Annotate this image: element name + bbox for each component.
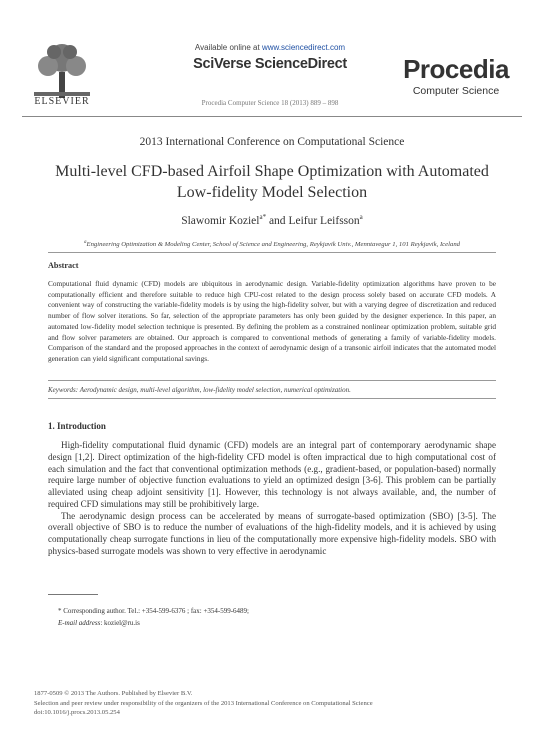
paper-title: Multi-level CFD-based Airfoil Shape Optimization with Automated Low-fidelity Model Selection (55, 163, 489, 201)
elsevier-tree-logo (30, 42, 94, 100)
author-2-sup: a (359, 213, 363, 221)
keywords-top-rule (48, 380, 496, 381)
abstract-heading: Abstract (48, 261, 79, 270)
footer-doi: doi:10.1016/j.procs.2013.05.254 (34, 709, 120, 716)
footer-copyright: 1877-0509 © 2013 The Authors. Published by Elsevier B.V. (34, 690, 193, 697)
affiliation-sup: a (83, 240, 87, 245)
author-separator: and (266, 214, 289, 227)
author-1-sup: a* (259, 213, 267, 221)
email-label: E-mail address (58, 619, 101, 627)
paragraph-2: The aerodynamic design process can be accelerated by means of surrogate-based optimization (SBO) [3-5]. The overall objective of SBO is to reduce the number of evaluations of the high-fidelity models, and it is achieved by using computationally cheap surrogate functions in lieu of the computationally more expensive high-fidelity models. SBO with physics-based surrogate models was shown to very effective in aerodynamic (48, 510, 496, 556)
footnote-email (58, 619, 140, 627)
availability-line (150, 43, 390, 52)
elsevier-wordmark: ELSEVIER (34, 96, 90, 107)
abstract-top-rule (48, 252, 496, 253)
affiliation-text: Engineering Optimization & Modeling Center, School of Science and Engineering, Reykjavik Univ., Menntavegur 1, 101 Reykjavik, Iceland (86, 241, 461, 249)
available-prefix: Available online at (194, 43, 262, 52)
journal-reference: Procedia Computer Science 18 (2013) 889 – 898 (201, 99, 339, 107)
header-rule (22, 116, 522, 117)
email-value: : koziel@ru.is (100, 619, 140, 627)
introduction-body (48, 440, 496, 558)
keywords-bottom-rule (48, 398, 496, 399)
footnote-rule (48, 594, 98, 595)
page-footer (34, 689, 514, 718)
sciencedirect-link[interactable]: www.sciencedirect.com (261, 43, 346, 52)
conference-name: 2013 International Conference on Computational Science (139, 136, 405, 148)
author-line (22, 213, 522, 227)
procedia-subtitle: Computer Science (412, 85, 500, 97)
affiliation (22, 240, 522, 248)
footnote-corresponding: * Corresponding author. Tel.: +354-599-6376 ; fax: +354-599-6489; (58, 607, 250, 615)
section-heading: 1. Introduction (48, 421, 106, 431)
abstract-text: Computational fluid dynamic (CFD) models are ubiquitous in aerodynamic design. Variable-fidelity optimization algorithms have proven to be computationally efficient and therefore suitable to reduce high CPU-cost related to the design process solely based on accurate CFD models. A convenient way of constructing the variable-fidelity models is by using the high-fidelity solver, but with a varying degree of discretization and reduced number of flow solver iterations. So far, selection of the appropriate parameters has only been guided by the designer experience. In this paper, an automated low-fidelity model selection technique is presented. By defining the problem as a constrained nonlinear optimization problem, suitable grid and flow solver parameters are obtained. Our approach is compared to conventional methods of generating a family of variable-fidelity models. Comparison of the standard and the proposed approaches in the context of aerodynamic design of a transonic airfoil indicates that the automated model generation can yield significant computational savings. (48, 279, 496, 363)
author-2: Leifur Leifsson (288, 214, 360, 227)
procedia-logo: Procedia (403, 54, 509, 84)
author-1: Slawomir Koziel (181, 214, 260, 227)
sciverse-logo: SciVerse ScienceDirect (193, 56, 347, 72)
paragraph-1: High-fidelity computational fluid dynamic (CFD) models are an integral part of contemporary aerodynamic shape design [1,2]. Direct optimization of the high-fidelity CFD model is often impractical due to high computational cost of each simulation and the fact that conventional optimization methods (e.g., gradient-based, or population-based) normally require large number of objective function evaluations to yield an optimized design [3-6]. This problem can be partially alleviated using cheap adjoint sensitivity [1]. However, this technology is not always available, and, the number of required CFD simulations may still be prohibitively large. (48, 440, 496, 509)
keywords: Keywords: Aerodynamic design, multi-level algorithm, low-fidelity model selection, numerical optimization. (48, 386, 351, 394)
footer-peer-review: Selection and peer review under responsibility of the organizers of the 2013 International Conference on Computational Science (34, 699, 373, 707)
